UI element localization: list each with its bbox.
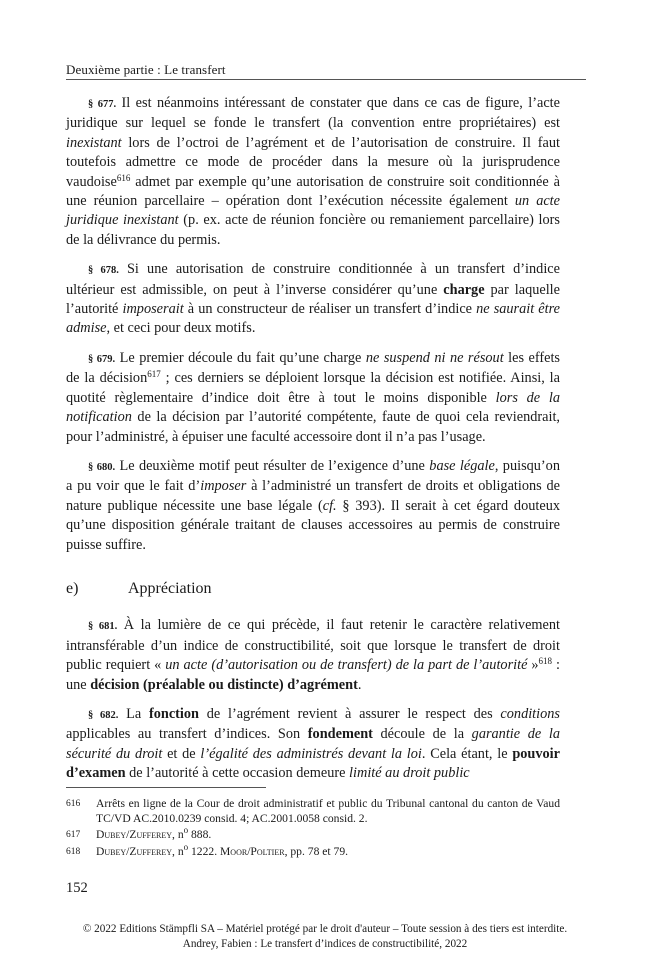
footnote-number: 618 — [66, 846, 81, 857]
paragraph-number: § 682. — [88, 709, 119, 721]
paragraphs-after-heading — [66, 616, 560, 783]
text-run: Le premier découle du fait qu’une charge — [115, 349, 366, 366]
text-run: Arrêts en ligne de la Cour de droit administratif et public du Tribunal cantonal du canton de Vaud TC/VD AC.2010.0239 consid. 4; AC.2001.0058 consid. 2. — [96, 797, 560, 825]
text-run: . — [357, 676, 362, 693]
text-run: Le deuxième motif peut résulter de l’exigence d’une — [115, 457, 430, 474]
text-run: lors de l’octroi de l’agrément et de l’autorisation de construire. Il faut toutefois admettre ce mode de procéder dans la mesure où la jurisprudence vaudoise — [66, 134, 560, 190]
paragraph — [66, 457, 560, 555]
paragraph-number: § 680. — [88, 461, 116, 473]
paragraph — [66, 705, 560, 784]
copyright-line-2: Andrey, Fabien : Le transfert d’indices de constructibilité, 2022 — [182, 937, 468, 950]
text-run: limité au droit public — [349, 765, 470, 782]
text-run: de l’agrément revient à assurer le respect des — [199, 705, 501, 722]
text-run: fonction — [148, 705, 200, 722]
text-run: lors de la notification — [66, 389, 561, 426]
footnote — [66, 825, 560, 843]
text-run: décision (préalable ou distincte) d’agrément — [90, 676, 358, 693]
text-run: de l’autorité à cette occasion demeure — [125, 765, 350, 782]
text-run: base légale — [429, 457, 495, 474]
footnote-text — [96, 841, 560, 860]
text-run: , et ceci pour deux motifs. — [106, 320, 256, 337]
text-run: et de — [162, 745, 201, 762]
superscript-ref: o — [183, 825, 189, 836]
text-run: » — [527, 657, 539, 674]
footnote-number: 616 — [66, 799, 81, 809]
text-run: : une — [66, 657, 560, 693]
text-run: , puisqu’on a pu voir que le fait d’ — [66, 457, 560, 495]
text-run: 888. — [188, 828, 212, 842]
text-run: § 393). Il serait à cet égard douteux qu’une disposition générale traitant de clauses accessoires au permis de construire puisse suffire. — [66, 497, 560, 553]
text-run: de la décision par l’autorité compétente, faute de quoi cela reviendrait, pour l’administré, à épuiser une faculté accessoire dont il n’a pas l’usage. — [66, 409, 560, 445]
footnote-number: 617 — [66, 830, 81, 841]
text-run: imposerait — [122, 301, 184, 318]
text-run: Si une autorisation de construire conditionnée à un transfert d’indice ultérieur est admissible, on peut à l’inverse considérer qu’une — [66, 261, 560, 298]
text-run: garantie de la sécurité du droit — [66, 726, 560, 762]
section-letter: e) — [66, 579, 79, 597]
text-run: les effets de la décision — [66, 349, 560, 387]
text-run: à l’administré un transfert de droits et obligations de nature publique nécessite une base légale ( — [66, 478, 560, 514]
paragraph-number: § 679. — [88, 353, 116, 365]
text-run: ne saurait être admise — [66, 301, 560, 337]
paragraphs-before-heading — [66, 94, 560, 555]
text-run: par laquelle l’autorité — [66, 281, 561, 318]
superscript-ref: 616 — [116, 172, 131, 183]
paragraph — [66, 616, 560, 695]
text-run: Moor/Poltier — [220, 844, 285, 858]
copyright-notice — [0, 922, 650, 951]
text-run: imposer — [200, 478, 247, 495]
text-run: un acte juridique inexistant — [66, 193, 561, 229]
paragraph — [66, 94, 560, 250]
text-run: cf. — [322, 497, 337, 514]
footnote-text — [96, 825, 560, 843]
text-run: Dubey/Zufferey — [96, 844, 173, 858]
text-run: l’égalité des administrés devant la loi — [200, 745, 422, 762]
page-number: 152 — [66, 880, 88, 896]
main-text — [66, 94, 560, 794]
footnotes — [66, 797, 560, 861]
text-run: à un constructeur de réaliser un transfert d’indice — [183, 301, 477, 318]
text-run: un acte (d’autorisation ou de transfert) de la part de l’autorité — [165, 657, 528, 674]
text-run: 1222. — [188, 844, 220, 858]
text-run: À la lumière de ce qui précède, il faut retenir le caractère relativement intransférable d’un indice de constructibilité, soit que lorsque le transfert de droit public requiert « — [66, 617, 560, 674]
text-run: La — [118, 705, 149, 722]
text-run: ne suspend ni ne résout — [365, 349, 504, 366]
text-run: , n — [172, 828, 184, 842]
superscript-ref: 617 — [147, 369, 161, 380]
footnote — [66, 797, 560, 826]
text-run: conditions — [500, 705, 560, 722]
text-run: Il est néanmoins intéressant de constater que dans ce cas de figure, l’acte juridique sur lequel se fonde le transfert (la convention entre propriétaires) est — [66, 95, 561, 132]
paragraph-number: § 677. — [88, 99, 117, 110]
text-run: applicables au transfert d’indices. Son — [66, 726, 308, 743]
text-run: , pp. 78 et 79. — [284, 844, 349, 858]
text-run: Dubey/Zufferey — [96, 828, 173, 842]
superscript-ref: o — [183, 841, 189, 852]
text-run: admet par exemple qu’une autorisation de construire soit conditionnée à une réunion parcellaire – opération dont l’exécution nécessite également — [66, 173, 560, 210]
footnote — [66, 841, 560, 860]
paragraph — [66, 260, 560, 339]
superscript-ref: 618 — [538, 656, 553, 667]
text-run: découle de la — [372, 726, 472, 743]
text-run: ; ces derniers se déploient lorsque la décision est notifiée. Ainsi, la quotité règlementaire d’indice doit être à tout le moins disponible — [66, 370, 561, 406]
running-head: Deuxième partie : Le transfert — [66, 62, 226, 77]
paragraph-number: § 681. — [88, 621, 118, 633]
paragraph-number: § 678. — [88, 265, 119, 277]
footnote-rule — [66, 787, 266, 788]
text-run: fondement — [307, 726, 373, 743]
text-run: pouvoir d’examen — [66, 745, 560, 782]
footnote-text — [96, 797, 560, 826]
text-run: . Cela étant, le — [421, 745, 513, 762]
text-run: , n — [172, 844, 184, 858]
copyright-line-1: © 2022 Editions Stämpfli SA – Matériel protégé par le droit d'auteur – Toute session à des tiers est interdite. — [82, 923, 568, 935]
text-run: charge — [443, 281, 485, 298]
section-heading — [66, 579, 560, 598]
section-title: Appréciation — [128, 579, 212, 597]
header-rule — [66, 79, 586, 80]
paragraph — [66, 349, 560, 447]
text-run: inexistant — [66, 134, 122, 151]
text-run: (p. ex. acte de réunion foncière ou remaniement parcellaire) lors de la délivrance du permis. — [66, 212, 560, 248]
